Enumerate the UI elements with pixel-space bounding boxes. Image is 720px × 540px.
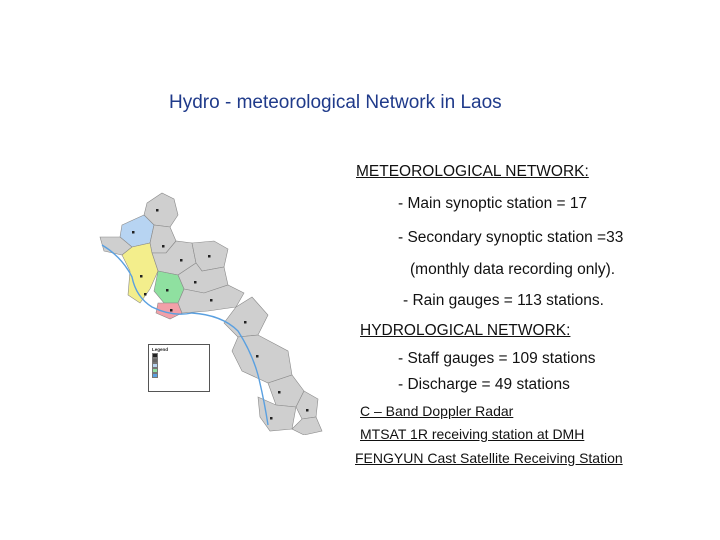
met-item-secondary-synoptic: - Secondary synoptic station =33 bbox=[398, 229, 624, 246]
hydro-item-discharge: - Discharge = 49 stations bbox=[398, 376, 570, 393]
province-shapes bbox=[100, 193, 322, 435]
legend-title: Legend bbox=[152, 347, 169, 352]
slide-title: Hydro - meteorological Network in Laos bbox=[169, 92, 502, 113]
map-legend bbox=[148, 344, 210, 392]
met-item-monthly-note: (monthly data recording only). bbox=[410, 261, 616, 278]
legend-row bbox=[152, 373, 206, 378]
met-item-main-synoptic: - Main synoptic station = 17 bbox=[398, 195, 588, 212]
hydrological-heading: HYDROLOGICAL NETWORK: bbox=[360, 322, 571, 339]
province-attapeu bbox=[292, 417, 322, 435]
extra-doppler-radar: C – Band Doppler Radar bbox=[360, 403, 514, 419]
meteorological-heading: METEOROLOGICAL NETWORK: bbox=[356, 163, 589, 180]
extra-mtsat-station: MTSAT 1R receiving station at DMH bbox=[360, 426, 585, 442]
hydro-item-staff-gauges: - Staff gauges = 109 stations bbox=[398, 350, 596, 367]
province-savannakhet bbox=[232, 335, 292, 383]
extra-fengyun-station: FENGYUN Cast Satellite Receiving Station bbox=[355, 450, 623, 466]
laos-map bbox=[92, 185, 332, 435]
met-item-rain-gauges: - Rain gauges = 113 stations. bbox=[403, 292, 604, 309]
